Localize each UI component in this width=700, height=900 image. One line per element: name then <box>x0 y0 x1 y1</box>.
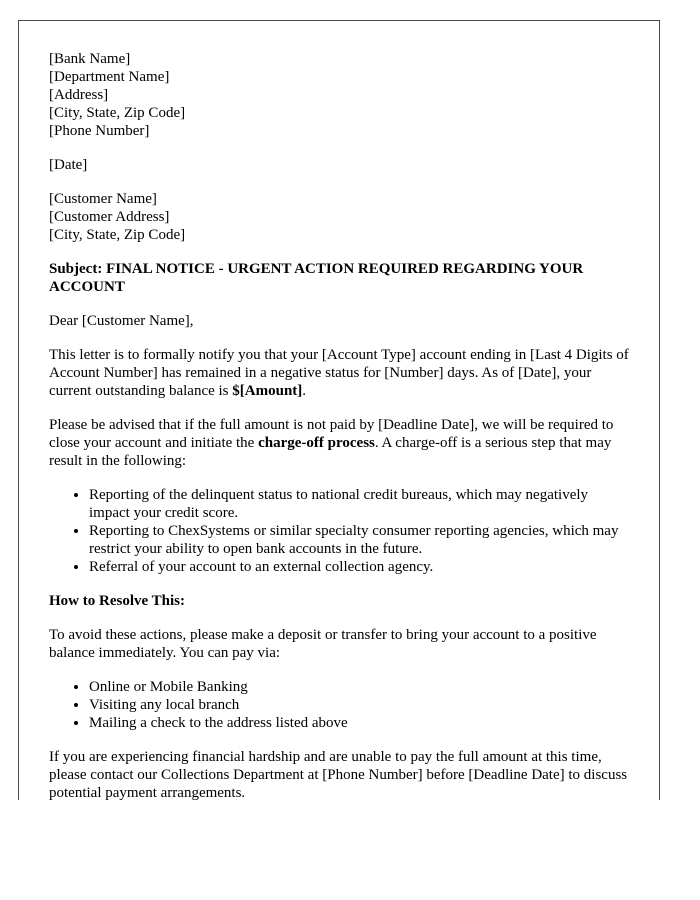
paragraph-notice <box>49 346 629 400</box>
chargeoff-process-emphasis: charge-off process <box>258 435 375 451</box>
paragraph-chargeoff-text: Please be advised that if the full amount is not paid by [Deadline Date], we will be required to close your account and initiate the <box>49 417 614 451</box>
payment-methods-list <box>49 678 629 732</box>
list-item: • Visiting any local branch <box>89 696 629 714</box>
paragraph-chargeoff <box>49 416 629 470</box>
recipient-block <box>49 190 629 244</box>
list-item: • Online or Mobile Banking <box>89 678 629 696</box>
bank-name: [Bank Name] <box>49 51 131 67</box>
salutation: Dear [Customer Name], <box>49 313 194 329</box>
sender-city-state-zip: [City, State, Zip Code] <box>49 105 186 121</box>
paragraph-chargeoff-end: . A charge-off is a serious step that may result in the following: <box>49 435 612 469</box>
customer-city-state-zip: [City, State, Zip Code] <box>49 227 186 243</box>
list-item: • Reporting to ChexSystems or similar specialty consumer reporting agencies, which may restrict your ability to open bank accounts in the future. <box>89 522 629 558</box>
list-item: • Reporting of the delinquent status to national credit bureaus, which may negatively impact your credit score. <box>89 486 629 522</box>
list-item: • Mailing a check to the address listed above <box>89 714 629 732</box>
sender-address: [Address] <box>49 87 109 103</box>
list-item: • Referral of your account to an external collection agency. <box>89 558 629 576</box>
paragraph-resolve: To avoid these actions, please make a deposit or transfer to bring your account to a positive balance immediately. You can pay via: <box>49 627 597 661</box>
paragraph-notice-text: This letter is to formally notify you that your [Account Type] account ending in [Last 4 Digits of Account Number] has remained in a negative status for [Number] days. As of [Date], your current outstanding balance is <box>49 347 629 399</box>
paragraph-hardship: If you are experiencing financial hardship and are unable to pay the full amount at this time, please contact our Collections Department at [Phone Number] before [Deadline Date] to discuss potential payment arrangements. <box>49 749 628 800</box>
sender-block <box>49 50 629 140</box>
subject-line: Subject: FINAL NOTICE - URGENT ACTION REQUIRED REGARDING YOUR ACCOUNT <box>49 261 584 295</box>
letter-page <box>18 20 660 800</box>
consequences-list <box>49 486 629 576</box>
sender-phone: [Phone Number] <box>49 123 150 139</box>
outstanding-amount: $[Amount] <box>232 383 303 399</box>
department-name: [Department Name] <box>49 69 170 85</box>
customer-address: [Customer Address] <box>49 209 170 225</box>
customer-name: [Customer Name] <box>49 191 157 207</box>
resolve-heading: How to Resolve This: <box>49 593 185 609</box>
paragraph-notice-end: . <box>302 383 307 399</box>
letter-body <box>49 50 629 800</box>
date-line: [Date] <box>49 157 88 173</box>
